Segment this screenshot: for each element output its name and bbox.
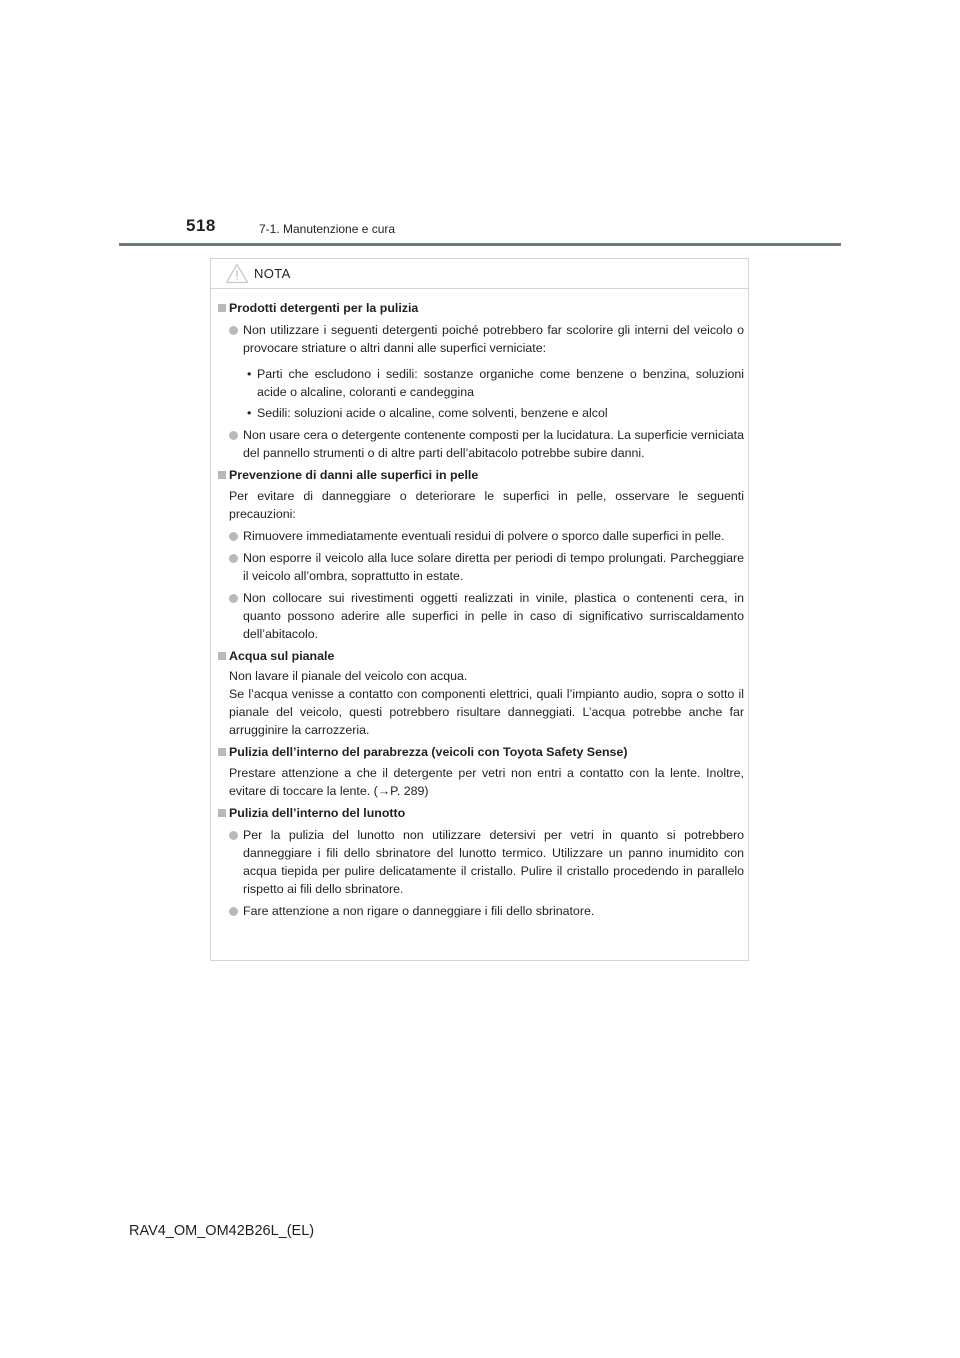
list-item-text: Non usare cera o detergente contenente composti per la lucidatura. La superficie verniciata del pannello strumenti o di altre parti dell’abitacolo potrebbe subire danni. — [243, 428, 744, 460]
list-item — [218, 321, 744, 422]
section-title: Prodotti detergenti per la pulizia — [218, 299, 744, 317]
bullet-dot-icon — [229, 326, 238, 335]
list-item — [218, 826, 744, 898]
section-body — [218, 764, 744, 800]
document-code: RAV4_OM_OM42B26L_(EL) — [129, 1223, 315, 1239]
section-floor-water — [218, 647, 744, 739]
section-body — [218, 487, 744, 523]
warning-triangle-icon — [225, 263, 249, 284]
notice-box — [210, 258, 749, 961]
paragraph: Prestare attenzione a che il detergente per vetri non entri a contatto con la lente. Inoltre, evitare di toccare la lente. (→P. 289) — [229, 766, 744, 798]
section-title: Pulizia dell’interno del parabrezza (veicoli con Toyota Safety Sense) — [218, 743, 744, 761]
header-rule — [119, 243, 841, 246]
list-item-text: Per la pulizia del lunotto non utilizzare detersivi per vetri in quanto si potrebbero danneggiare i fili dello sbrinatore del lunotto termico. Utilizzare un panno inumidito con acqua tiepida per pulire delicatamente il cristallo. Pulire il cristallo procedendo in parallelo rispetto ai fili dello sbrinatore. — [243, 828, 744, 896]
list-item — [218, 426, 744, 462]
sub-bullet-mark: • — [247, 406, 252, 420]
list-item-text: Rimuovere immediatamente eventuali residui di polvere o sporco dalle superfici in pelle. — [243, 529, 725, 543]
section-rear-window — [218, 804, 744, 920]
list-item-text: Non esporre il veicolo alla luce solare diretta per periodi di tempo prolungati. Parcheggiare il veicolo all’ombra, soprattutto in estate. — [243, 551, 744, 583]
list-item — [218, 527, 744, 545]
bullet-dot-icon — [229, 594, 238, 603]
sub-list — [243, 365, 744, 422]
list-item-text: Non collocare sui rivestimenti oggetti realizzati in vinile, plastica o contenenti cera, in quanto possono aderire alle superfici in pelle in caso di significativo surriscaldamento dell’abitacolo. — [243, 591, 744, 641]
notice-content — [218, 299, 744, 924]
list-item-text: Non utilizzare i seguenti detergenti poiché potrebbero far scolorire gli interni del veicolo o provocare striature o altri danni alle superfici verniciate: — [243, 323, 744, 355]
list-item — [218, 589, 744, 643]
sub-bullet-mark: • — [247, 367, 252, 381]
bullet-dot-icon — [229, 554, 238, 563]
notice-header — [211, 259, 748, 289]
section-title: Acqua sul pianale — [218, 647, 744, 665]
list-item — [218, 549, 744, 585]
paragraph: Se l’acqua venisse a contatto con componenti elettrici, quali l’impianto audio, sopra o sotto il pianale del veicolo, questi potrebbero risultare danneggiati. L’acqua potrebbe anche far arrugginire la carrozzeria. — [229, 687, 744, 737]
list-item — [218, 902, 744, 920]
bullet-dot-icon — [229, 532, 238, 541]
bullet-dot-icon — [229, 907, 238, 916]
sub-list-item — [243, 365, 744, 401]
sub-list-item — [243, 404, 744, 422]
sub-list-item-text: Sedili: soluzioni acide o alcaline, come solventi, benzene e alcol — [257, 406, 608, 420]
section-title: Pulizia dell’interno del lunotto — [218, 804, 744, 822]
sub-list-item-text: Parti che escludono i sedili: sostanze organiche come benzene o benzina, soluzioni acide o alcaline, coloranti e candeggina — [257, 367, 744, 399]
section-windshield — [218, 743, 744, 800]
paragraph: Non lavare il pianale del veicolo con acqua. — [229, 669, 468, 683]
page-number: 518 — [186, 216, 216, 235]
list-item-text: Fare attenzione a non rigare o danneggiare i fili dello sbrinatore. — [243, 904, 595, 918]
bullet-dot-icon — [229, 431, 238, 440]
notice-label: NOTA — [254, 266, 291, 281]
bullet-dot-icon — [229, 831, 238, 840]
section-leather — [218, 466, 744, 643]
chapter-title: 7-1. Manutenzione e cura — [259, 222, 396, 236]
section-intro: Per evitare di danneggiare o deteriorare le superfici in pelle, osservare le seguenti precauzioni: — [229, 489, 744, 521]
section-body — [218, 667, 744, 739]
section-title: Prevenzione di danni alle superfici in pelle — [218, 466, 744, 484]
section-detergents — [218, 299, 744, 462]
